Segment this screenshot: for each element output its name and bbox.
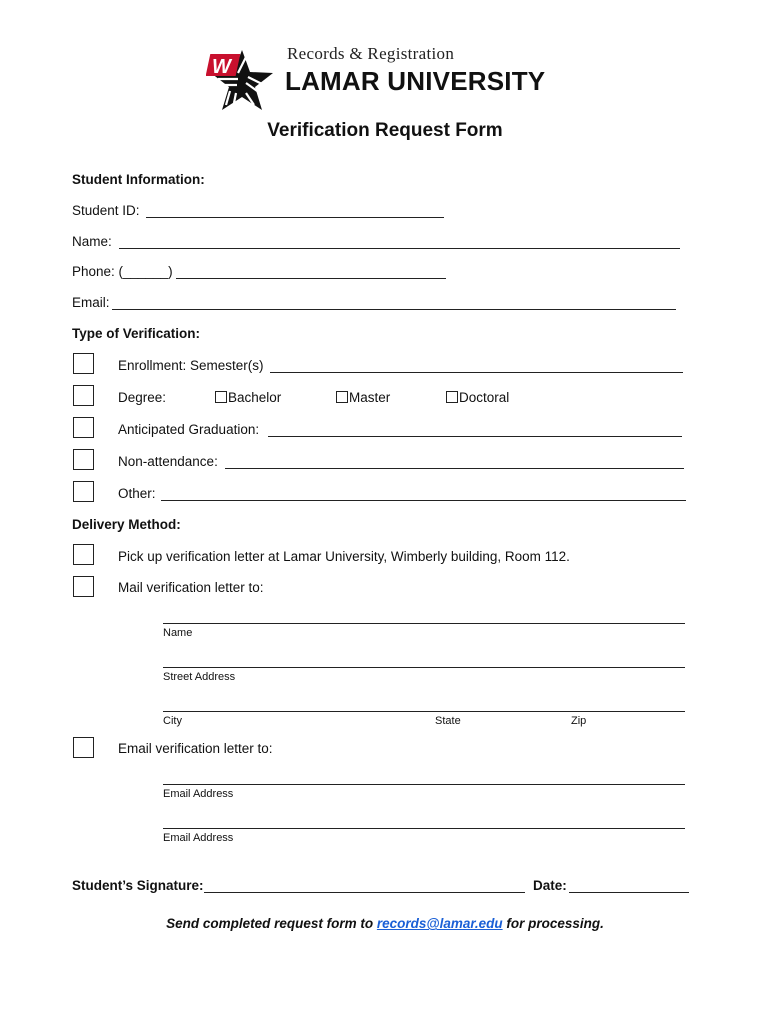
mail-city-state-zip-field[interactable] [163,697,685,712]
student-id-label: Student ID: [72,203,140,218]
phone-label: Phone: (______) [72,264,173,279]
footer-prefix: Send completed request form to [166,916,374,931]
date-label: Date: [533,878,567,893]
mail-label: Mail verification letter to: [118,580,264,595]
mail-name-field[interactable] [163,609,685,624]
mail-street-field[interactable] [163,653,685,668]
pickup-label: Pick up verification letter at Lamar University, Wimberly building, Room 112. [118,549,570,564]
svg-text:W: W [212,56,231,78]
anticipated-graduation-label: Anticipated Graduation: [118,422,260,437]
date-field[interactable] [569,878,689,893]
lamar-star-logo-icon [206,46,276,118]
delivery-email-field-2[interactable] [163,814,685,829]
verification-type-heading: Type of Verification: [72,326,201,341]
footer-suffix: for processing. [506,916,604,931]
phone-field[interactable] [176,264,446,279]
signature-label: Student’s Signature: [72,878,204,893]
mail-street-caption: Street Address [163,671,236,683]
enrollment-semester-field[interactable] [270,358,683,373]
non-attendance-label: Non-attendance: [118,454,218,469]
signature-field[interactable] [204,878,525,893]
degree-option-bachelor[interactable] [215,390,281,406]
email-label: Email: [72,295,110,310]
bachelor-checkbox[interactable] [215,391,227,403]
non-attendance-checkbox[interactable] [73,449,94,470]
delivery-method-heading: Delivery Method: [72,517,181,532]
department-name: Records & Registration [287,44,455,63]
footer-instruction [0,916,770,931]
doctoral-checkbox[interactable] [446,391,458,403]
doctoral-label: Doctoral [459,390,510,405]
mail-checkbox[interactable] [73,576,94,597]
degree-option-master[interactable] [336,390,390,406]
email-field[interactable] [112,295,676,310]
mail-state-caption: State [435,715,461,727]
university-name: LAMAR UNIVERSITY [285,66,546,96]
anticipated-graduation-field[interactable] [268,422,682,437]
student-info-heading: Student Information: [72,172,205,187]
email-delivery-label: Email verification letter to: [118,741,273,756]
email-address-caption-1: Email Address [163,788,234,800]
name-label: Name: [72,234,112,249]
student-id-field[interactable] [146,203,444,218]
master-label: Master [349,390,391,405]
name-field[interactable] [119,234,680,249]
degree-option-doctoral[interactable] [446,390,509,406]
email-address-caption-2: Email Address [163,832,234,844]
enrollment-checkbox[interactable] [73,353,94,374]
other-label: Other: [118,486,156,501]
pickup-checkbox[interactable] [73,544,94,565]
degree-label: Degree: [118,390,167,405]
bachelor-label: Bachelor [228,390,282,405]
form-title: Verification Request Form [267,120,503,141]
other-field[interactable] [161,486,686,501]
mail-city-caption: City [163,715,182,727]
records-email-link[interactable]: records@lamar.edu [376,916,503,931]
enrollment-label: Enrollment: Semester(s) [118,358,264,373]
email-delivery-checkbox[interactable] [73,737,94,758]
mail-zip-caption: Zip [571,715,587,727]
master-checkbox[interactable] [336,391,348,403]
mail-name-caption: Name [163,627,193,639]
degree-checkbox[interactable] [73,385,94,406]
other-checkbox[interactable] [73,481,94,502]
non-attendance-field[interactable] [225,454,684,469]
delivery-email-field-1[interactable] [163,770,685,785]
anticipated-graduation-checkbox[interactable] [73,417,94,438]
